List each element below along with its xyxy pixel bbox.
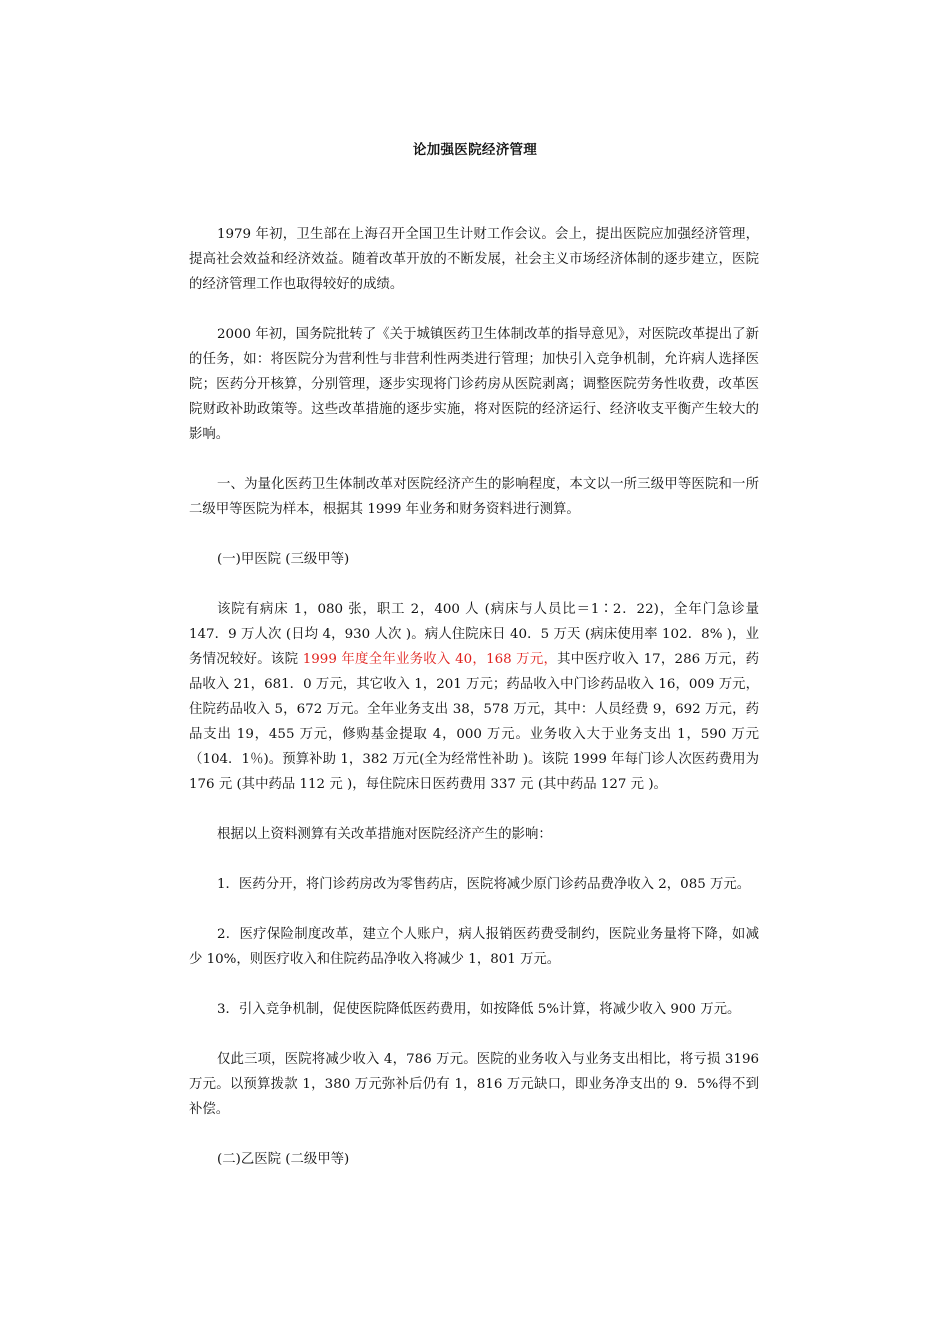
hospital-a-data-part-1: 该院有病床 1，080 张，职工 2，400 人 (病床与人员比＝1∶2．22)，全年门急诊量 147．9 万人次 (日均 4，930 人次 )。病人住院床日 40．5 万天 (病床使用率 102．8% )，业务情况较好。该院 — [189, 602, 759, 667]
highlighted-revenue-text: 1999 年度全年业务收入 40，168 万元， — [302, 652, 558, 667]
list-item-3: 3．引入竞争机制，促使医院降低医药费用，如按降低 5%计算，将减少收入 900 万元。 — [217, 1002, 741, 1017]
paragraph-impact-intro: 根据以上资料测算有关改革措施对医院经济产生的影响： — [217, 827, 552, 842]
list-item-2: 2．医疗保险制度改革，建立个人账户，病人报销医药费受制约，医院业务量将下降，如减少 10%，则医疗收入和住院药品净收入将减少 1，801 万元。 — [189, 927, 759, 967]
paragraph-reform-2000: 2000 年初，国务院批转了《关于城镇医药卫生体制改革的指导意见》，对医院改革提出了新的任务，如：将医院分为营利性与非营利性两类进行管理；加快引入竞争机制，允许病人选择医院；医药分开核算，分别管理，逐步实现将门诊药房从医院剥离；调整医院劳务性收费，改革医院财政补助政策等。这些改革措施的逐步实施，将对医院的经济运行、经济收支平衡产生较大的影响。 — [189, 327, 759, 442]
paragraph-section-one: 一、为量化医药卫生体制改革对医院经济产生的影响程度，本文以一所三级甲等医院和一所二级甲等医院为样本，根据其 1999 年业务和财务资料进行测算。 — [189, 477, 759, 517]
subheading-hospital-b: (二)乙医院 (二级甲等) — [217, 1152, 350, 1167]
list-item-1: 1．医药分开，将门诊药房改为零售药店，医院将减少原门诊药品费净收入 2，085 万元。 — [217, 877, 751, 892]
paragraph-summary: 仅此三项，医院将减少收入 4，786 万元。医院的业务收入与业务支出相比，将亏损 3196 万元。以预算拨款 1，380 万元弥补后仍有 1，816 万元缺口，即业务净支出的 9．5%得不到补偿。 — [189, 1052, 759, 1117]
subheading-hospital-a: (一)甲医院 (三级甲等) — [217, 552, 350, 567]
document-body — [189, 222, 759, 1197]
paragraph-intro: 1979 年初，卫生部在上海召开全国卫生计财工作会议。会上，提出医院应加强经济管理，提高社会效益和经济效益。随着改革开放的不断发展，社会主义市场经济体制的逐步建立，医院的经济管理工作也取得较好的成绩。 — [189, 227, 759, 292]
paragraph-hospital-a-data — [189, 597, 759, 797]
document-title: 论加强医院经济管理 — [412, 142, 538, 158]
hospital-a-data-part-2: 其中医疗收入 17，286 万元，药品收入 21，681．0 万元，其它收入 1，201 万元；药品收入中门诊药品收入 16，009 万元，住院药品收入 5，672 万元。全年业务支出 38，578 万元，其中：人员经费 9，692 万元，药品支出 19，455 万元，修购基金提取 4，000 万元。业务收入大于业务支出 1，590 万元（104．1％)。预算补助 1，382 万元(全为经常性补助 )。该院 1999 年每门诊人次医药费用为 176 元 (其中药品 112 元 )，每住院床日医药费用 337 元 (其中药品 127 元 )。 — [189, 652, 759, 792]
